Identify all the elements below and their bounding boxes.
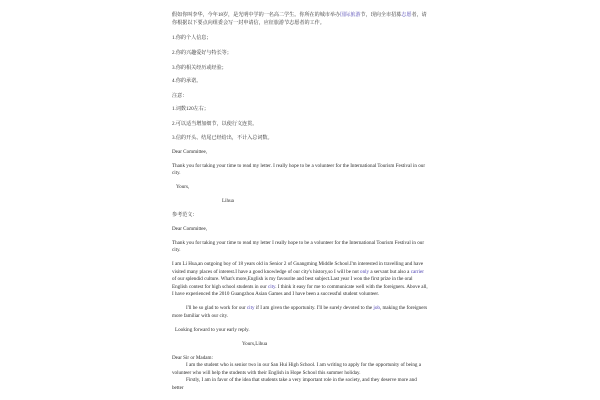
note-2: 2.可以适当增加细节，以使行文连贯。: [172, 121, 258, 127]
task-point-2: 2.你的兴趣爱好与特长等；: [172, 50, 232, 56]
letter3-salutation: Dear Sir or Madam:: [172, 355, 213, 361]
task-intro-text-c: 者，请你根据以下要点向组委会写一封申请信，应征旅游节志愿者的工作。: [172, 12, 427, 26]
task-intro-link-volunteer[interactable]: 志愿: [401, 12, 412, 18]
reference-p1-line2: city.: [172, 247, 181, 253]
reference-p3-link-word[interactable]: city: [246, 305, 255, 311]
task-point-1: 1.你的个人信息；: [172, 35, 212, 41]
reference-p2-link-word[interactable]: only: [360, 268, 370, 275]
reference-p1-line1: Thank you for taking your time to read my letter I really hope to be a volunteer for the International Tourism Festival in our: [172, 240, 425, 246]
letter3-paragraph-2: Firstly, I am in favor of the idea that students take a very important role in the society, and they deserve more and better: [172, 377, 417, 391]
task-intro-text-a: 假如你叫李华，今年18岁，是光明中学的一名高二学生。你所在的城市举办: [172, 12, 341, 18]
reference-closing: Yours,Lihua: [242, 341, 268, 347]
reference-p3-text: I'll be so glad to work for our: [186, 305, 247, 311]
letter1-signature: Lihua: [222, 198, 234, 204]
reference-p4: Looking forward to your early reply.: [175, 327, 250, 333]
reference-paragraph-2: [172, 261, 428, 299]
task-intro: [172, 11, 428, 27]
reference-p2-text: of our splendid culture. What's more,English is my favourite and best subject.Last year I won the first prize in the oral English contest for high school students in our: [172, 276, 413, 290]
reference-p2-link-word[interactable]: carrier: [410, 268, 424, 275]
letter1-body-line1: Thank you for taking your time to read my letter. I really hope to be a volunteer for the International Tourism Festival in our: [172, 163, 426, 169]
note-3: 3.信的开头、结尾已经给出，不计入总词数。: [172, 135, 273, 141]
note-1: 1.词数120左右；: [172, 106, 209, 112]
reference-p2-text: a servant but also a: [369, 268, 411, 275]
document-page: [172, 0, 430, 400]
reference-heading: 参考范文：: [172, 212, 198, 218]
reference-p3-text: if I am given the opportunity. I'll be surely devoted to the: [254, 305, 374, 311]
reference-salutation: Dear Committee,: [172, 226, 208, 232]
task-intro-text-b: 节，现向全市招募: [360, 12, 402, 18]
reference-p2-text: I am Li Hua,an outgoing boy of 18 years old in Senior 2 of Guangming Middle School.I'm interested in travelling and have visited many places of interest.I have a good knowledge of our city's history,so I will be not: [172, 261, 424, 275]
reference-p2-link-word[interactable]: city: [267, 283, 276, 290]
letter3-paragraph-1: I am the student who is senior two in our San Hui High School. I am writing to apply for the opportunity of being a volunteer who will help the students with their English in Hope School this summer holiday.: [172, 362, 421, 376]
reference-p3-link-word[interactable]: job: [373, 305, 380, 311]
reference-p2-text: . I think it easy for me to communicate well with the foreigners. Above all, I have experienced the 2010 Guangzhou Asian Games and I have been a successful student volunteer.: [172, 283, 428, 298]
reference-paragraph-3: [172, 305, 428, 320]
task-point-3: 3.你的相关经历或经验；: [172, 65, 227, 71]
reference-p3-text: , making the foreigners more familiar with our city.: [172, 305, 428, 319]
task-intro-link-festival[interactable]: 国际旅游: [340, 12, 361, 18]
letter1-body-line2: city.: [172, 170, 181, 176]
letter1-closing: Yours,: [176, 184, 190, 190]
task-point-4: 4.你的承诺。: [172, 78, 202, 84]
letter1-salutation: Dear Committee,: [172, 149, 208, 155]
notes-title: 注意：: [172, 93, 188, 99]
